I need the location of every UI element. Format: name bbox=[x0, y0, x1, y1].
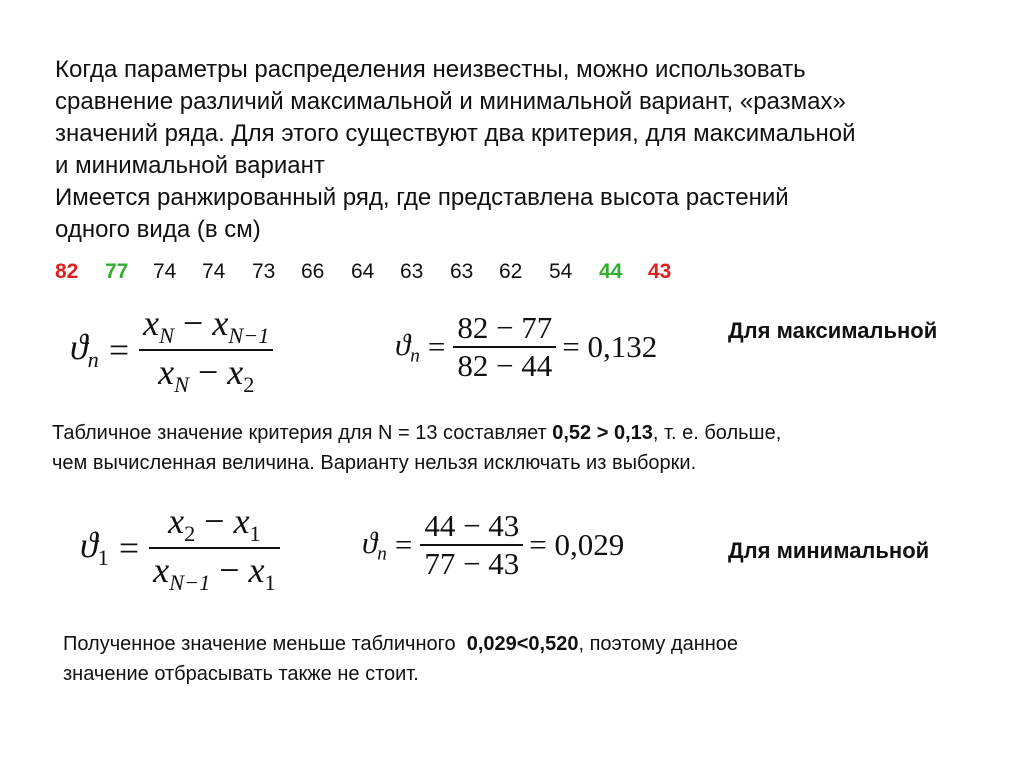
equals-sign: = bbox=[108, 329, 130, 370]
equals-sign: = bbox=[427, 329, 446, 364]
series-value: 64 bbox=[351, 260, 375, 283]
fraction bbox=[420, 508, 523, 582]
intro-line: сравнение различий максимальной и минимальной вариант, «размах» bbox=[55, 88, 846, 115]
fraction-denominator: 77 − 43 bbox=[424, 546, 520, 581]
equals-sign: = bbox=[118, 527, 140, 568]
fraction-numerator: $x_N - x_{N-1}$ bbox=[143, 303, 270, 348]
equals-sign: = bbox=[394, 527, 413, 562]
calc-result: = 0,132 bbox=[562, 329, 658, 364]
fraction-denominator: 82 − 44 bbox=[457, 348, 553, 383]
intro-line: и минимальной вариант bbox=[55, 152, 325, 179]
theta-symbol: $ϑ_n$ bbox=[362, 524, 387, 565]
formula-max-general bbox=[70, 302, 273, 398]
calc-result: = 0,029 bbox=[529, 527, 625, 562]
fraction-denominator: $x_{N-1} - x_1$ bbox=[153, 549, 276, 595]
series-value: 63 bbox=[450, 260, 474, 283]
series-value: 63 bbox=[400, 260, 424, 283]
fraction-numerator: $x_2 - x_1$ bbox=[168, 501, 261, 546]
series-value: 54 bbox=[549, 260, 573, 283]
series-value-second: 77 bbox=[105, 260, 129, 283]
series-value-max: 82 bbox=[55, 260, 79, 283]
series-value: 66 bbox=[301, 260, 325, 283]
series-value: 62 bbox=[499, 260, 523, 283]
fraction bbox=[149, 500, 280, 596]
intro-line: Когда параметры распределения неизвестны, можно использовать bbox=[55, 56, 806, 83]
note-line: чем вычисленная величина. Варианту нельзя исключать из выборки. bbox=[52, 452, 697, 474]
formula-max-calculation bbox=[395, 310, 657, 384]
series-value-second-min: 44 bbox=[599, 260, 623, 283]
note-line: Табличное значение критерия для N = 13 составляет 0,52 > 0,13, т. е. больше, bbox=[52, 422, 782, 444]
fraction-numerator: 44 − 43 bbox=[424, 508, 520, 543]
note-line: Полученное значение меньше табличного 0,029<0,520, поэтому данное bbox=[63, 633, 739, 655]
note-max bbox=[52, 418, 781, 478]
intro-paragraph bbox=[55, 54, 856, 246]
theta-symbol: $ϑ_n$ bbox=[70, 327, 99, 373]
label-max: Для максимальной bbox=[728, 318, 938, 343]
intro-line: одного вида (в см) bbox=[55, 216, 261, 243]
theta-symbol: $ϑ_1$ bbox=[80, 525, 109, 571]
series-value: 73 bbox=[252, 260, 276, 283]
formula-min-general bbox=[80, 500, 280, 596]
formula-min-calculation bbox=[362, 508, 624, 582]
note-min bbox=[63, 629, 738, 689]
intro-line: Имеется ранжированный ряд, где представлена высота растений bbox=[55, 184, 789, 211]
theta-symbol: $ϑ_n$ bbox=[395, 326, 420, 367]
fraction bbox=[139, 302, 273, 398]
fraction-denominator: $x_N - x_2$ bbox=[158, 351, 255, 397]
series-value-min: 43 bbox=[648, 260, 672, 283]
label-min: Для минимальной bbox=[728, 538, 930, 563]
intro-line: значений ряда. Для этого существуют два критерия, для максимальной bbox=[55, 120, 856, 147]
ranked-series bbox=[55, 258, 688, 286]
fraction bbox=[453, 310, 556, 384]
series-value: 74 bbox=[153, 260, 177, 283]
series-value: 74 bbox=[202, 260, 226, 283]
note-line: значение отбрасывать также не стоит. bbox=[63, 663, 419, 685]
fraction-numerator: 82 − 77 bbox=[457, 310, 553, 345]
